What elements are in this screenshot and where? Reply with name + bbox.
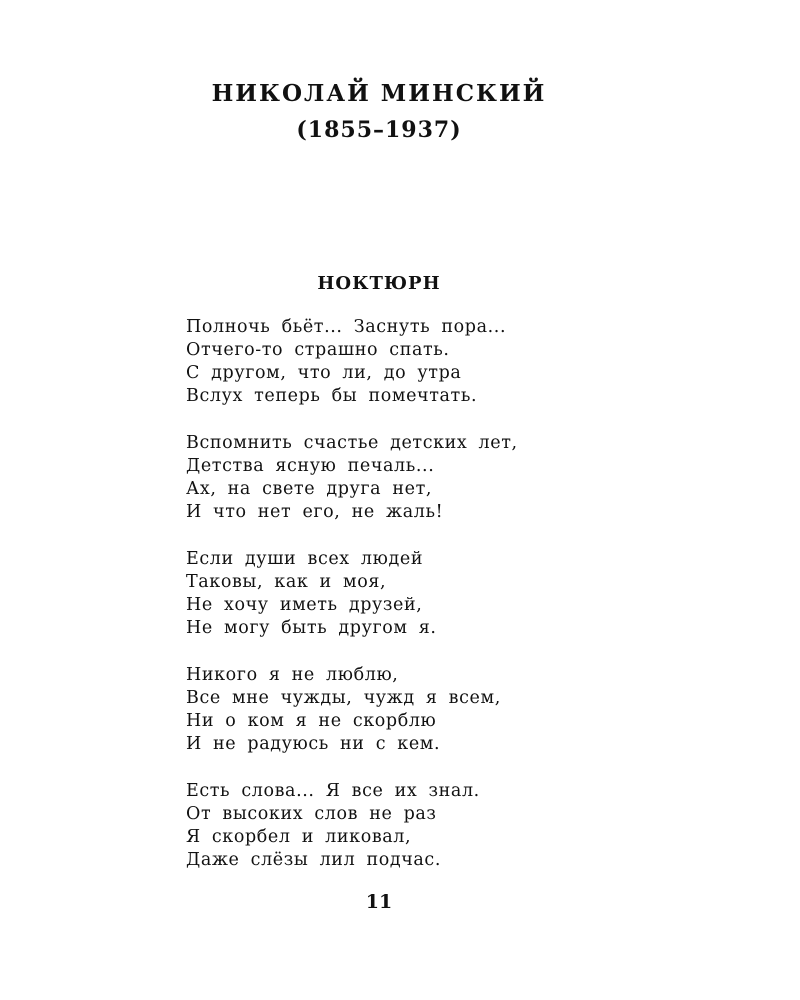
poem-line: Даже слёзы лил подчас. [186, 850, 441, 870]
author-years: (1855–1937) [296, 117, 462, 143]
poem-line: Вслух теперь бы помечтать. [186, 386, 478, 406]
stanza-3 [186, 548, 706, 640]
poem-line: Не хочу иметь друзей, [186, 595, 423, 615]
stanza-1 [186, 316, 706, 408]
poem-line: От высоких слов не раз [186, 804, 437, 824]
poem-line: С другом, что ли, до утра [186, 363, 462, 383]
poem-line: Ах, на свете друга нет, [186, 479, 433, 499]
poem-line: Не могу быть другом я. [186, 618, 437, 638]
stanza-4 [186, 664, 706, 756]
poem-line: Если души всех людей [186, 549, 424, 569]
poem-line: Полночь бьёт... Заснуть пора... [186, 317, 507, 337]
stanza-5 [186, 780, 706, 872]
poem-body [186, 316, 706, 896]
poem-line: Ни о ком я не скорблю [186, 711, 437, 731]
stanza-2 [186, 432, 706, 524]
poem-line: Таковы, как и моя, [186, 572, 387, 592]
poem-line: Детства ясную печаль... [186, 456, 435, 476]
poem-line: Отчего-то страшно спать. [186, 340, 450, 360]
poem-title: НОКТЮРН [317, 273, 441, 294]
poem-line: И что нет его, не жаль! [186, 502, 444, 522]
poem-line: Я скорбел и ликовал, [186, 827, 412, 847]
poem-line: Вспомнить счастье детских лет, [186, 433, 518, 453]
poem-line: Никого я не люблю, [186, 665, 399, 685]
author-name: НИКОЛАЙ МИНСКИЙ [211, 80, 547, 107]
poem-line: Все мне чужды, чужд я всем, [186, 688, 501, 708]
poem-line: Есть слова... Я все их знал. [186, 781, 480, 801]
page-number: 11 [365, 891, 393, 913]
poem-line: И не радуюсь ни с кем. [186, 734, 441, 754]
